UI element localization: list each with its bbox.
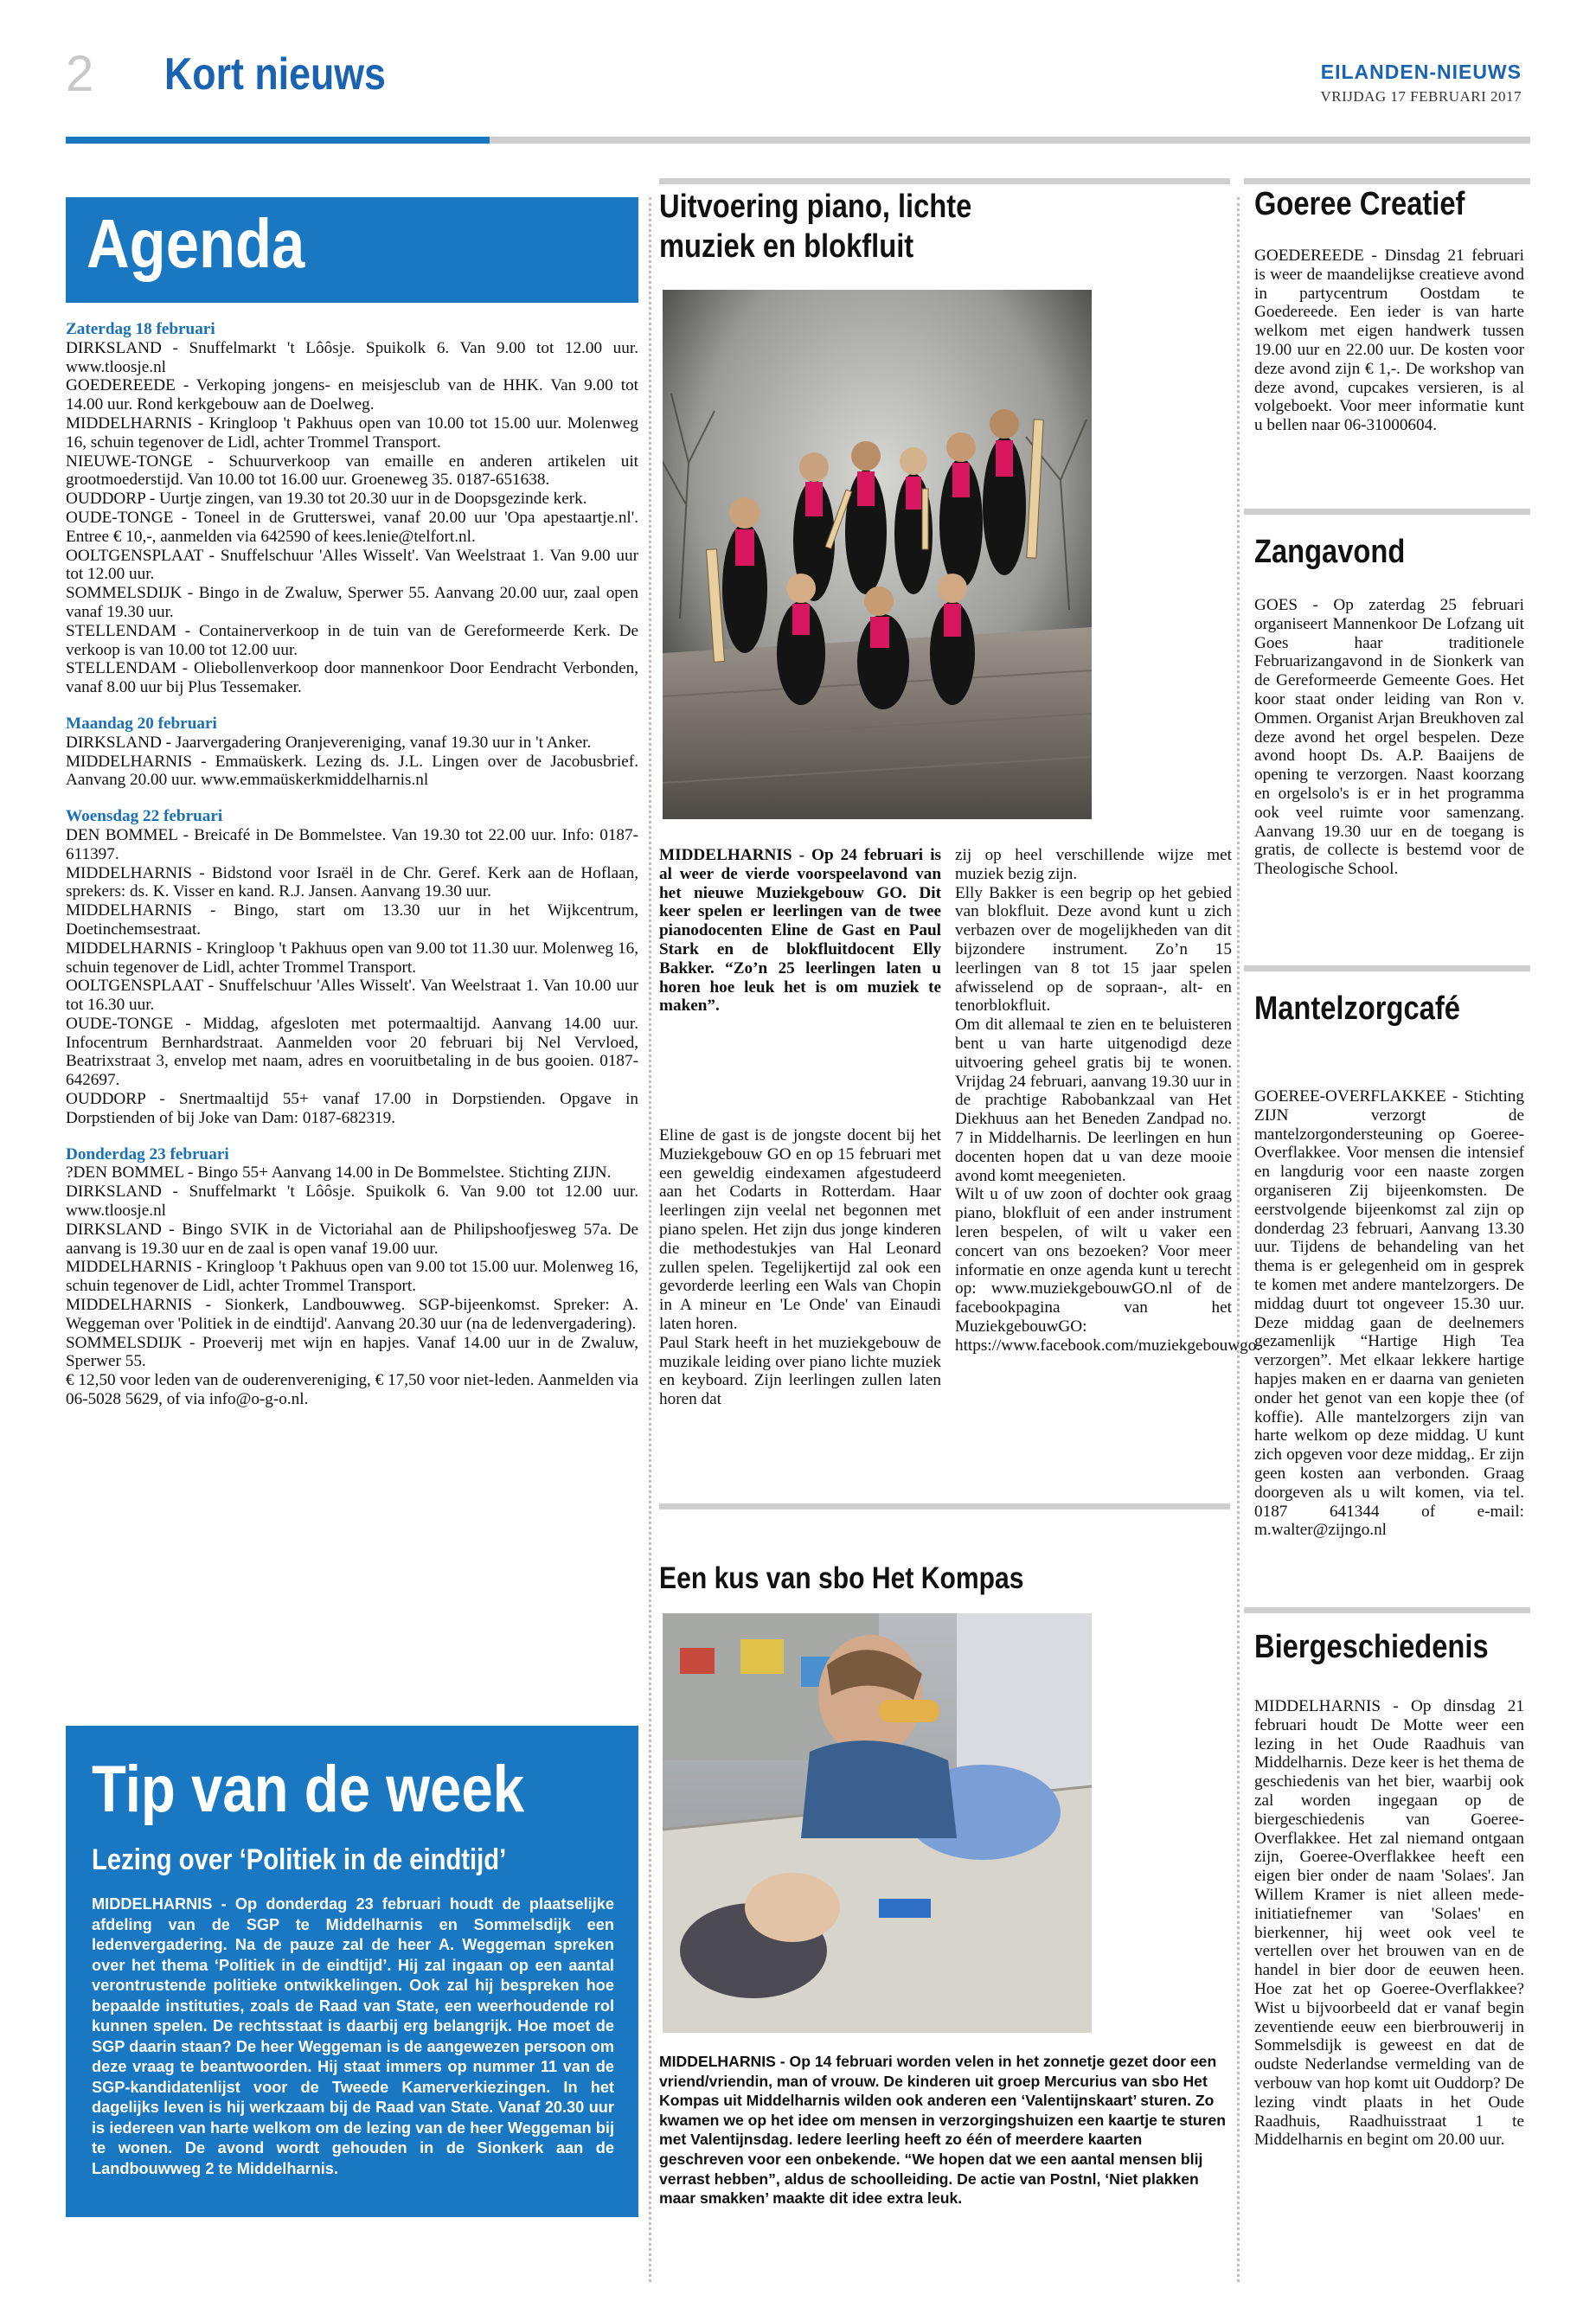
header-rule	[490, 137, 1530, 144]
paragraph: MIDDELHARNIS - Sionkerk, Landbouwweg. SGP-bijeenkomst. Spreker: A. Weggeman over 'Politiek in de eindtijd'. Aanvang 20.30 uur (na de ledenvergadering).	[66, 1296, 638, 1333]
paragraph: MIDDELHARNIS - Bidstond voor Israël in de Chr. Geref. Kerk aan de Hoflaan, sprekers: ds. K. Visser en kand. R.J. Jansen. Aanvang 19.30 uur.	[66, 863, 638, 901]
section-divider	[1244, 1607, 1530, 1613]
piano-body-col1	[659, 1126, 941, 1409]
paragraph: OOLTGENSPLAAT - Snuffelschuur 'Alles Wisselt'. Van Weelstraat 1. Van 9.00 uur tot 12.00 uur.	[66, 546, 638, 584]
paragraph: OUDE-TONGE - Toneel in de Grutterswei, vanaf 20.00 uur 'Opa apestaartje.nl'. Entree € 10,-, aanmelden via 642590 of kees.lenie@telfort.nl.	[66, 508, 638, 546]
mantelzorgcafe-body: GOEREE-OVERFLAKKEE - Stichting ZIJN verzorgt de mantelzorgondersteuning op Goeree-Overflakkee. Voor mensen die intensief en langdurig voor een naaste zorgen organiseren Zij bijeenkomsten. De eerstvolgende bijeenkomst zal zijn op donderdag 23 februari, Aanvang 13.30 uur. Tijdens de behandeling van het thema is er gelegenheid om in gesprek te komen met andere mantelzorgers. De middag duurt tot ongeveer 15.30 uur. Deze middag gaan de deelnemers gezamenlijk “Hartige High Tea verzorgen”. Met elkaar lekkere hartige hapjes maken en er daarna van genieten onder het genot van een kopje thee (of koffie). Alle mantelzorgers zijn van harte welkom op deze middag. U kunt zich opgeven voor deze middag,. Er zijn geen kosten aan verbonden. Graag doorgeven als u wilt komen, via tel. 0187 641344 of e-mail: m.walter@zijngo.nl	[1254, 1087, 1524, 1540]
paragraph: DEN BOMMEL - Breicafé in De Bommelstee. Van 19.30 tot 22.00 uur. Info: 0187-611397.	[66, 825, 638, 863]
section-divider	[1244, 965, 1530, 971]
mantelzorgcafe-headline: Mantelzorgcafé	[1254, 990, 1460, 1027]
paragraph: Wilt u of uw zoon of dochter ook graag piano, blokfluit of een ander instrument leren bespelen, of wilt u vaker een concert van ons bezoeken? Voor meer informatie en onze agenda kunt u terecht op: www.muziekgebouwGO.nl of de facebookpagina van het MuziekgebouwGO: https://www.facebook.com/muziekgebouwgo.	[955, 1185, 1261, 1355]
paragraph: ?DEN BOMMEL - Bingo 55+ Aanvang 14.00 in De Bommelstee. Stichting ZIJN.	[66, 1163, 612, 1183]
paragraph: SOMMELSDIJK - Proeverij met wijn en hapjes. Vanaf 14.00 uur in de Zwaluw, Sperwer 55.	[66, 1333, 638, 1371]
paragraph: Om dit allemaal te zien en te beluisteren bent u van harte uitgenodigd deze uitvoering geheel gratis bij te wonen. Vrijdag 24 februari, aanvang 19.30 uur in de prachtige Rabobankzaal van Het Diekhuus aan het Beneden Zandpad no. 7 in Middelharnis. De leerlingen en hun docenten hopen dat u van deze mooie avond komt meegenieten.	[955, 1016, 1232, 1185]
paragraph: MIDDELHARNIS - Kringloop 't Pakhuus open van 9.00 tot 15.00 uur. Molenweg 16, schuin tegenover de Lidl, achter Trommel Transport.	[66, 1258, 638, 1296]
classroom-photo	[663, 1613, 1092, 2033]
piano-body-col2	[955, 846, 1261, 1356]
goeree-creatief-headline: Goeree Creatief	[1254, 186, 1465, 222]
agenda-list	[66, 320, 638, 1409]
paragraph: STELLENDAM - Containerverkoop in de tuin van de Gereformeerde Kerk. De verkoop is van 10.00 tot 12.00 uur.	[66, 621, 638, 659]
paragraph: € 12,50 voor leden van de ouderenvereniging, € 17,50 voor niet-leden. Aanmelden via 06-5028 5629, of via info@o-g-o.nl.	[66, 1371, 638, 1409]
paragraph: OOLTGENSPLAAT - Snuffelschuur 'Alles Wisselt'. Van Weelstraat 1. Van 10.00 uur tot 16.30 uur.	[66, 977, 638, 1015]
tip-subtitle: Lezing over ‘Politiek in de eindtijd’	[92, 1843, 507, 1876]
agenda-day-heading: Maandag 20 februari	[66, 714, 217, 733]
section-divider	[659, 178, 1230, 184]
paragraph: OUDE-TONGE - Middag, afgesloten met potermaaltijd. Aanvang 14.00 uur. Infocentrum Bernhardstraat. Aanmelden voor 20 februari bij Nel Vervloed, Beatrixstraat 3, envelop met naam, adres en vooruitbetaling in de bus gooien. 0187-642697.	[66, 1014, 638, 1090]
paragraph: Eline de gast is de jongste docent bij het Muziekgebouw GO en op 15 februari met een geweldig eindexamen afgestudeerd aan het Codarts in Rotterdam. Haar leerlingen zijn veelal net begonnen met piano spelen. Het zijn dus jonge kinderen die methodestukjes van Hal Leonard zullen spelen. Tegelijkertijd zal ook een gevorderde leerling een Wals van Chopin in A mineur en 'Le Onde' van Einaudi laten horen.	[659, 1126, 941, 1333]
section-divider	[1244, 509, 1530, 515]
agenda-day-entries	[66, 734, 638, 790]
paragraph: STELLENDAM - Oliebollenverkoop door mannenkoor Door Eendracht Verbonden, vanaf 8.00 uur bij Plus Tessemaker.	[66, 659, 638, 697]
biergeschiedenis-headline: Biergeschiedenis	[1254, 1629, 1489, 1665]
kompas-caption: MIDDELHARNIS - Op 14 februari worden velen in het zonnetje gezet door een vriend/vriendin, man of vrouw. De kinderen uit groep Mercurius van sbo Het Kompas uit Middelharnis wilden ook anderen een ‘Valentijnskaart’ sturen. Zo kwamen we op het idee om mensen in verzorgingshuizen een kaartje te sturen met Valentijnsdag. Iedere leerling heeft zo één of meerdere kaarten geschreven voor een onbekende. “We hopen dat we een aantal mensen blij verrast hebben”, aldus de schoolleiding. De actie van Postnl, ‘Niet plakken maar smakken’ maakte dit idee extra leuk.	[659, 2053, 1227, 2208]
section-divider	[1244, 178, 1530, 184]
paragraph: MIDDELHARNIS - Emmaüskerk. Lezing ds. J.L. Lingen over de Jacobusbrief. Aanvang 20.00 uur. www.emmaüskerkmiddelharnis.nl	[66, 752, 638, 790]
paragraph: MIDDELHARNIS - Kringloop 't Pakhuus open van 10.00 tot 15.00 uur. Molenweg 16, schuin tegenover de Lidl, achter Trommel Transport.	[66, 413, 638, 452]
paragraph: OUDDORP - Uurtje zingen, van 19.30 tot 20.30 uur in de Doopsgezinde kerk.	[66, 490, 587, 509]
paragraph: DIRKSLAND - Jaarvergadering Oranjevereniging, vanaf 19.30 uur in 't Anker.	[66, 733, 592, 752]
zangavond-body: GOES - Op zaterdag 25 februari organiseert Mannenkoor De Lofzang uit Goes haar traditionele Februarizangavond in de Sionkerk van de Gereformeerde Gemeente Goes. Het koor staat onder leiding van Ron v. Ommen. Organist Arjan Breukhoven zal deze avond het orgel bespelen. Deze avond hoopt Ds. A.P. Baaijens de opening te verzorgen. Naast koorzang en orgelsolo's is er in het programma ook veel ruimte voor samenzang. Aanvang 19.30 uur en de toegang is gratis, de collecte is bestemd voor de Theologische School.	[1254, 596, 1524, 879]
tip-title: Tip van de week	[92, 1753, 525, 1826]
column-divider	[1237, 197, 1240, 2282]
paragraph: MIDDELHARNIS - Kringloop 't Pakhuus open van 9.00 tot 11.30 uur. Molenweg 16, schuin tegenover de Lidl, achter Trommel Transport.	[66, 939, 638, 977]
tip-body: MIDDELHARNIS - Op donderdag 23 februari houdt de plaatselijke afdeling van de SGP te Middelharnis en Sommelsdijk een ledenvergadering. Na de pauze zal de heer A. Weggeman spreken over het thema ‘Politiek in de eindtijd’. Hij zal ingaan op een aantal verontrustende politieke ontwikkelingen. Ook zal hij bespreken hoe bepaalde instituties, zoals de Raad van State, een weerhoudende rol kunnen spelen. De rechtsstaat is daarbij erg belangrijk. Hoe moet de SGP daarin staan? De heer Weggeman is de aangewezen persoon om deze vraag te beantwoorden. Hij staat immers op nummer 11 van de SGP-kandidatenlijst voor de Tweede Kamerverkiezingen. In het dagelijks leven is hij werkzaam bij de Raad van State. Vanaf 20.30 uur is iedereen van harte welkom om de lezing van de heer Weggeman bij te wonen. De avond wordt gehouden in de Sionkerk aan de Landbouwweg 2 te Middelharnis.	[92, 1895, 614, 2177]
agenda-day-entries	[66, 826, 638, 1128]
zangavond-headline: Zangavond	[1254, 534, 1406, 570]
masthead-logo: EILANDEN-NIEUWS	[1320, 61, 1522, 83]
piano-lead: MIDDELHARNIS - Op 24 februari is al weer de vierde voorspeelavond van het nieuwe Muziekgebouw GO. Dit keer spelen er leerlingen van de twee pianodocenten Eline de Gast en Paul Stark en de blokfluitdocent Elly Bakker. “Zo’n 25 leerlingen laten u horen hoe leuk het is om muziek te maken”.	[659, 846, 941, 1016]
agenda-day-entries	[66, 1163, 638, 1408]
paragraph: Elly Bakker is een begrip op het gebied van blokfluit. Deze avond kunt u zich verbazen over de mogelijkheden van dit bijzondere instrument. Zo’n 15 leerlingen van 8 tot 15 jaar spelen afwisselend op de sopraan-, alt- en tenorblokfluit.	[955, 883, 1232, 1016]
recorder-ensemble-photo	[663, 290, 1092, 819]
page-number: 2	[66, 46, 94, 102]
paragraph: SOMMELSDIJK - Bingo in de Zwaluw, Sperwer 55. Aanvang 20.00 uur, zaal open vanaf 19.30 uur.	[66, 584, 638, 621]
paragraph: DIRKSLAND - Snuffelmarkt 't Lôôsje. Spuikolk 6. Van 9.00 tot 12.00 uur. www.tloosje.nl	[66, 338, 638, 376]
paragraph: MIDDELHARNIS - Bingo, start om 13.30 uur in het Wijkcentrum, Doetinchemsestraat.	[66, 901, 638, 939]
paragraph: OUDDORP - Snertmaaltijd 55+ vanaf 17.00 in Dorpstienden. Opgave in Dorpstienden of bij Joke van Dam: 0187-682319.	[66, 1090, 638, 1127]
agenda-day-entries	[66, 339, 638, 697]
paragraph: GOEDEREEDE - Verkoping jongens- en meisjesclub van de HHK. Van 9.00 tot 14.00 uur. Rond kerkgebouw aan de Doelweg.	[66, 376, 638, 414]
agenda-title: Agenda	[87, 205, 305, 282]
section-divider	[659, 1503, 1230, 1509]
paragraph: Paul Stark heeft in het muziekgebouw de muzikale leiding over piano lichte muziek en keyboard. Zijn leerlingen zullen laten horen dat	[659, 1333, 941, 1409]
column-divider	[649, 197, 651, 2282]
goeree-creatief-body: GOEDEREEDE - Dinsdag 21 februari is weer de maandelijkse creatieve avond in partycentrum Oostdam te Goedereede. Een ieder is van harte welkom met eigen handwerk tussen 19.00 uur en 22.00 uur. De kosten voor deze avond zijn € 1,-. De workshop van deze avond, cupcakes versieren, is al volgeboekt. Voor meer informatie kunt u bellen naar 06-31000604.	[1254, 247, 1524, 435]
biergeschiedenis-body: MIDDELHARNIS - Op dinsdag 21 februari houdt De Motte weer een lezing in het Oude Raadhuis van Middelharnis. Deze keer is het thema de geschiedenis van het bier, waarbij ook zal worden ingegaan op de biergeschiedenis van Goeree-Overflakkee. Het zal niemand ontgaan zijn, Goeree-Overflakkee heeft een eigen bier onder de naam 'Solaes'. Jan Willem Kramer is niet alleen mede-initiatiefnemer van 'Solaes' en bierkenner, hij weet ook veel te vertellen over het brouwen van en de handel in bier door de eeuwen heen. Hoe zat het op Goeree-Overflakkee? Wist u bijvoorbeeld dat er vanaf begin zeventiende eeuw een bierbrouwerij in Sommelsdijk is geweest en dat de oudste Nederlandse vermelding van de verbouw van hop komt uit Ouddorp? De lezing vindt plaats in het Oude Raadhuis, Raadhuisstraat 1 te Middelharnis en begint om 20.00 uur.	[1254, 1697, 1524, 2150]
paragraph: DIRKSLAND - Snuffelmarkt 't Lôôsje. Spuikolk 6. Van 9.00 tot 12.00 uur. www.tloosje.nl	[66, 1183, 638, 1221]
section-title: Kort nieuws	[164, 49, 386, 99]
paragraph: DIRKSLAND - Bingo SVIK in de Victoriahal aan de Philipshoofjesweg 57a. De aanvang is 19.30 uur en de zaal is open vanaf 19.00 uur.	[66, 1220, 638, 1258]
issue-date: VRIJDAG 17 FEBRUARI 2017	[1320, 88, 1522, 105]
paragraph: zij op heel verschillende wijze met muziek bezig zijn.	[955, 846, 1232, 883]
piano-headline: Uitvoering piano, lichte muziek en blokfluit	[659, 189, 972, 265]
header-rule-accent	[66, 137, 490, 144]
agenda-day-heading: Woensdag 22 februari	[66, 807, 223, 826]
agenda-day-heading: Donderdag 23 februari	[66, 1144, 229, 1163]
paragraph: NIEUWE-TONGE - Schuurverkoop van emaille en anderen artikelen uit grootmoederstijd. Van 10.00 tot 16.00 uur. Groeneweg 35. 0187-651638.	[66, 452, 638, 490]
agenda-day-heading: Zaterdag 18 februari	[66, 320, 215, 338]
kompas-headline: Een kus van sbo Het Kompas	[659, 1561, 1024, 1595]
